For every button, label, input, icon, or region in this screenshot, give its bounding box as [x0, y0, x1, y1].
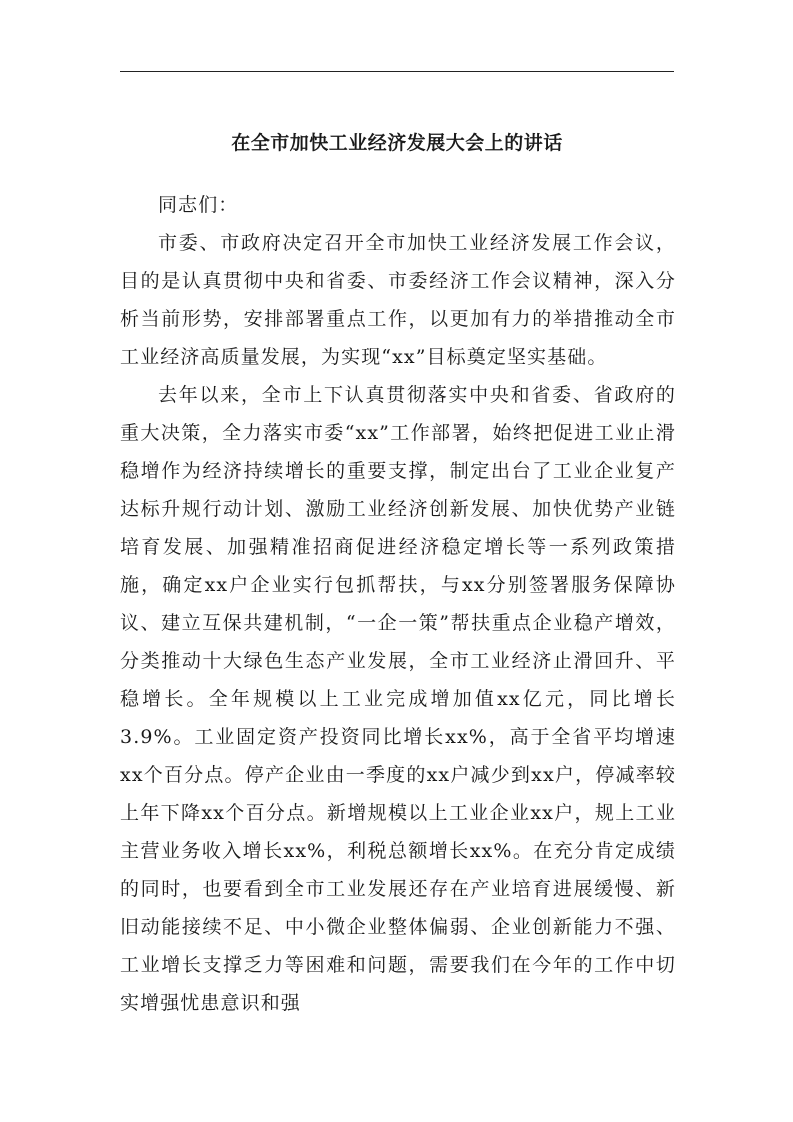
salutation: 同志们：: [158, 194, 239, 216]
document-title: 在全市加快工业经济发展大会上的讲话: [231, 132, 563, 154]
paragraph-2: 去年以来，全市上下认真贯彻落实中央和省委、省政府的重大决策，全力落实市委“xx”工作部署，始终把促进工业止滑稳增作为经济持续增长的重要支撑，制定出台了工业企业复产达标升规行动计划、激励工业经济创新发展、加快优势产业链培育发展、加强精准招商促进经济稳定增长等一系列政策措施，确定xx户企业实行包抓帮扶，与xx分别签署服务保障协议、建立互保共建机制，“一企一策”帮扶重点企业稳产增效，分类推动十大绿色生态产业发展，全市工业经济止滑回升、平稳增长。全年规模以上工业完成增加值xx亿元，同比增长3.9%。工业固定资产投资同比增长xx%，高于全省平均增速xx个百分点。停产企业由一季度的xx户减少到xx户，停减率较上年下降xx个百分点。新增规模以上工业企业xx户，规上工业主营业务收入增长xx%，利税总额增长xx%。在充分肯定成绩的同时，也要看到全市工业发展还存在产业培育进展缓慢、新旧动能接续不足、中小微企业整体偏弱、企业创新能力不强、工业增长支撑乏力等困难和问题，需要我们在今年的工作中切实增强忧患意识和强: [120, 384, 676, 1014]
document-body: [120, 186, 676, 1022]
paragraph-1: 市委、市政府决定召开全市加快工业经济发展工作会议，目的是认真贯彻中央和省委、市委经济工作会议精神，深入分析当前形势，安排部署重点工作，以更加有力的举措推动全市工业经济高质量发展，为实现“xx”目标奠定坚实基础。: [120, 232, 676, 368]
header-rule: [120, 71, 674, 72]
